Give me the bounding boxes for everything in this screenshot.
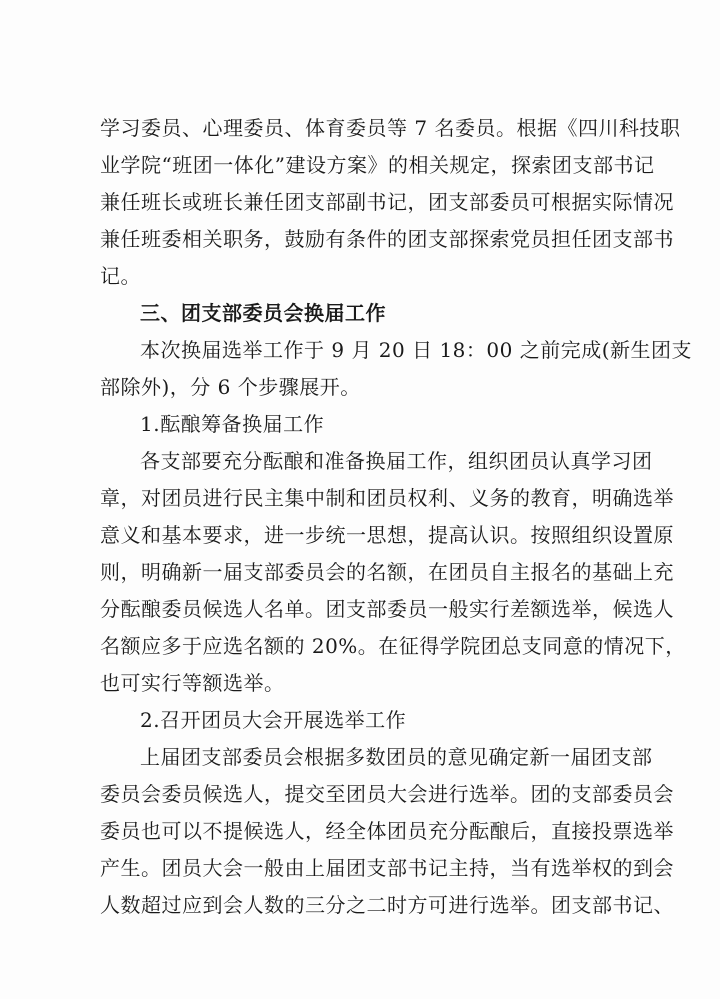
paragraph-preparation <box>100 443 686 702</box>
text-line: 产生。团员大会一般由上届团支部书记主持，当有选举权的到会 <box>100 856 674 880</box>
text-line: 兼任班委相关职务，鼓励有条件的团支部探索党员担任团支部书 <box>100 227 674 251</box>
text-line: 则，明确新一届支部委员会的名额，在团员自主报名的基础上充 <box>100 560 674 584</box>
section-heading: 三、团支部委员会换届工作 <box>140 301 386 325</box>
step-heading: 1.酝酿筹备换届工作 <box>140 412 325 436</box>
text-line: 各支部要充分酝酿和准备换届工作，组织团员认真学习团 <box>140 449 653 473</box>
text-line: 业学院“班团一体化”建设方案》的相关规定，探索团支部书记 <box>100 153 655 177</box>
step-heading: 2.召开团员大会开展选举工作 <box>140 708 407 732</box>
text-line: 本次换届选举工作于 9 月 20 日 18：00 之前完成(新生团支 <box>140 338 693 362</box>
text-line: 部除外)，分 6 个步骤展开。 <box>100 375 361 399</box>
text-line: 人数超过应到会人数的三分之二时方可进行选举。团支部书记、 <box>100 893 674 917</box>
paragraph-election <box>100 739 674 924</box>
text-line: 名额应多于应选名额的 20%。在征得学院团总支同意的情况下， <box>100 634 686 658</box>
text-line: 也可实行等额选举。 <box>100 671 285 695</box>
text-line: 委员也可以不提候选人，经全体团员充分酝酿后，直接投票选举 <box>100 819 674 843</box>
document-body <box>100 110 693 924</box>
paragraph-schedule <box>100 332 693 406</box>
text-line: 兼任班长或班长兼任团支部副书记，团支部委员可根据实际情况 <box>100 190 674 214</box>
paragraph-committee-members <box>100 110 681 295</box>
text-line: 上届团支部委员会根据多数团员的意见确定新一届团支部 <box>140 745 653 769</box>
text-line: 分酝酿委员候选人名单。团支部委员一般实行差额选举，候选人 <box>100 597 674 621</box>
text-line: 章，对团员进行民主集中制和团员权利、义务的教育，明确选举 <box>100 486 674 510</box>
text-line: 记。 <box>100 264 141 288</box>
text-line: 委员会委员候选人，提交至团员大会进行选举。团的支部委员会 <box>100 782 674 806</box>
text-line: 学习委员、心理委员、体育委员等 7 名委员。根据《四川科技职 <box>100 116 681 140</box>
text-line: 意义和基本要求，进一步统一思想，提高认识。按照组织设置原 <box>100 523 674 547</box>
